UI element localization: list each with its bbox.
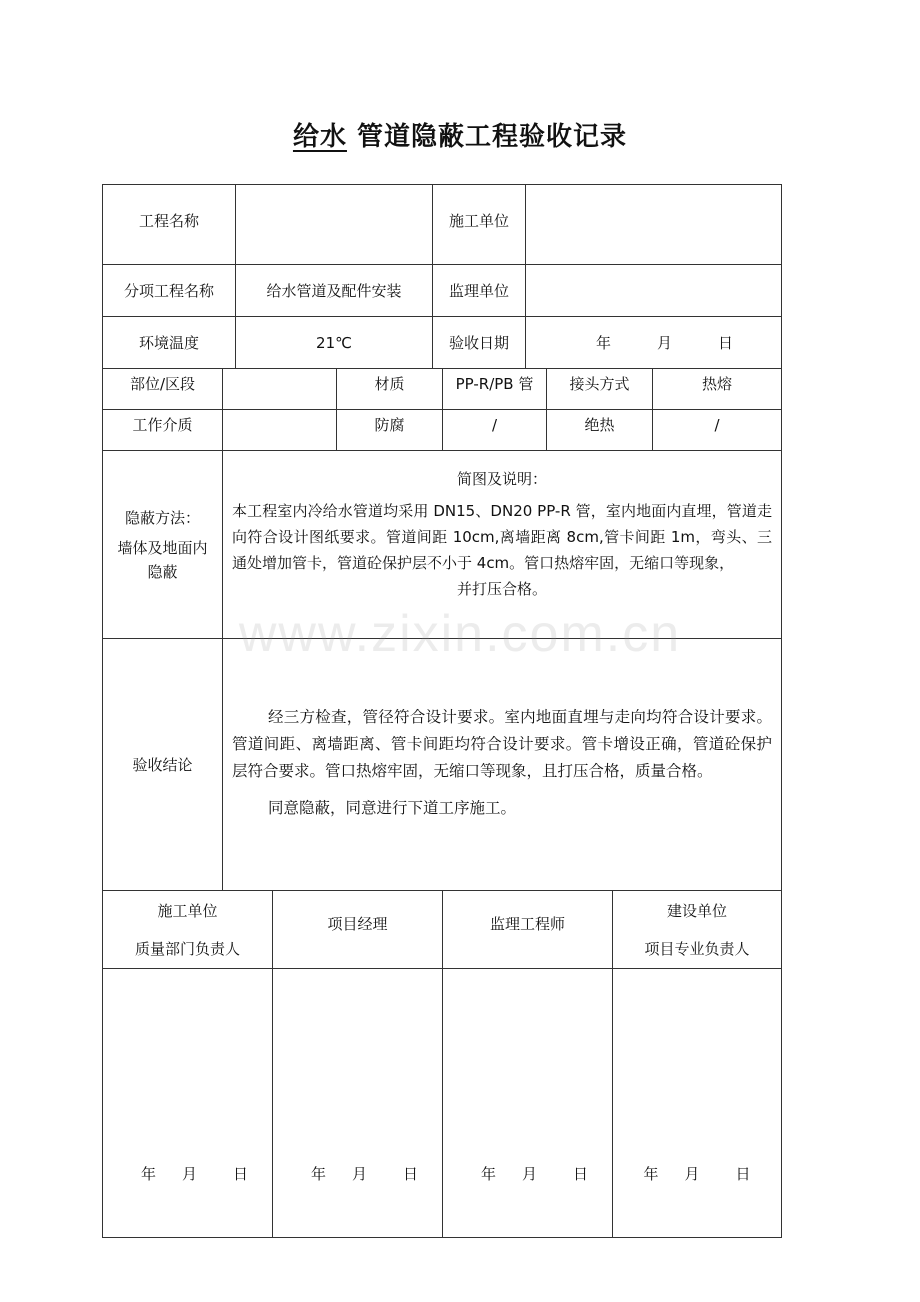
sig1-year: 年 bbox=[140, 1165, 156, 1183]
sig-col1-line1: 施工单位 bbox=[157, 901, 218, 920]
sig-col1-date bbox=[103, 1160, 272, 1188]
env-temp-value: 21℃ bbox=[316, 333, 352, 352]
insulation-label: 绝热 bbox=[584, 416, 615, 434]
sig2-month: 月 bbox=[351, 1165, 367, 1183]
sig-col1-line2: 质量部门负责人 bbox=[134, 939, 240, 958]
concealment-label-line2: 墙体及地面内 bbox=[117, 538, 208, 557]
date-month: 月 bbox=[656, 333, 672, 352]
sig-col4-date bbox=[613, 1160, 781, 1188]
anticorrosion-label: 防腐 bbox=[374, 416, 405, 434]
sig2-year: 年 bbox=[310, 1165, 326, 1183]
page-title bbox=[0, 116, 920, 153]
location-value bbox=[223, 369, 336, 409]
env-temp-label: 环境温度 bbox=[138, 333, 199, 352]
title-underlined: 给水 bbox=[292, 122, 347, 152]
sig-construction-quality-header bbox=[103, 891, 272, 968]
title-rest: 管道隐蔽工程验收记录 bbox=[357, 122, 628, 152]
sig2-day: 日 bbox=[403, 1165, 419, 1183]
acceptance-date-value bbox=[526, 317, 781, 368]
material-value: PP-R/PB 管 bbox=[455, 375, 534, 393]
date-day: 日 bbox=[718, 333, 734, 352]
sig3-day: 日 bbox=[573, 1165, 589, 1183]
conclusion-paragraph-2: 同意隐蔽，同意进行下道工序施工。 bbox=[268, 799, 517, 817]
insulation-value: / bbox=[714, 416, 720, 434]
concealment-label-line3: 隐蔽 bbox=[147, 562, 178, 581]
conclusion-text bbox=[232, 704, 772, 822]
joint-value: 热熔 bbox=[701, 375, 732, 393]
sig-supervision-engineer-header: 监理工程师 bbox=[489, 915, 565, 933]
sig1-month: 月 bbox=[181, 1165, 197, 1183]
conclusion-label: 验收结论 bbox=[132, 755, 193, 774]
sig3-year: 年 bbox=[480, 1165, 496, 1183]
sub-project-value: 给水管道及配件安装 bbox=[266, 281, 402, 300]
description-last-line: 并打压合格。 bbox=[456, 580, 547, 598]
sig-col3-date bbox=[443, 1160, 612, 1188]
concealment-label-line1: 隐蔽方法： bbox=[124, 508, 200, 527]
sig3-month: 月 bbox=[521, 1165, 537, 1183]
acceptance-date-label: 验收日期 bbox=[448, 333, 509, 352]
sig4-day: 日 bbox=[735, 1165, 751, 1183]
sig-col4-line1: 建设单位 bbox=[666, 901, 727, 920]
construction-unit-label: 施工单位 bbox=[448, 211, 509, 230]
description-text: 本工程室内冷给水管道均采用 DN15、DN20 PP-R 管，室内地面内直埋，管道走向符合设计图纸要求。管道间距 10cm,离墙距离 8cm,管卡间距 1m，弯头、三通处增加管卡，管道砼保护层不小于 4cm。管口热熔牢固，无缩口等现象， bbox=[232, 502, 772, 572]
medium-label: 工作介质 bbox=[132, 416, 193, 434]
conclusion-paragraph-1: 经三方检查，管径符合设计要求。室内地面直埋与走向均符合设计要求。管道间距、离墙距离、管卡间距均符合设计要求。管卡增设正确，管道砼保护层符合要求。管口热熔牢固，无缩口等现象，且打压合格，质量合格。 bbox=[232, 708, 772, 780]
sig1-day: 日 bbox=[233, 1165, 249, 1183]
sig-col2-date bbox=[273, 1160, 442, 1188]
concealment-description bbox=[232, 466, 772, 602]
date-year: 年 bbox=[595, 333, 611, 352]
location-label: 部位/区段 bbox=[129, 375, 196, 393]
sub-project-label: 分项工程名称 bbox=[123, 281, 214, 300]
supervision-unit-value bbox=[526, 265, 781, 316]
medium-value bbox=[223, 410, 336, 450]
watermark: www.zixin.com.cn bbox=[238, 605, 682, 663]
anticorrosion-value: / bbox=[491, 416, 498, 434]
material-label: 材质 bbox=[374, 375, 405, 393]
description-caption: 简图及说明： bbox=[456, 470, 547, 488]
supervision-unit-label: 监理单位 bbox=[448, 281, 509, 300]
construction-unit-value bbox=[526, 185, 781, 264]
project-name-value bbox=[236, 185, 432, 264]
sig4-month: 月 bbox=[684, 1165, 700, 1183]
sig-project-manager-header: 项目经理 bbox=[327, 915, 388, 933]
sig-owner-header bbox=[613, 891, 781, 968]
project-name-label: 工程名称 bbox=[138, 211, 199, 230]
joint-label: 接头方式 bbox=[569, 375, 630, 393]
sig4-year: 年 bbox=[643, 1165, 659, 1183]
sig-col4-line2: 项目专业负责人 bbox=[644, 939, 750, 958]
